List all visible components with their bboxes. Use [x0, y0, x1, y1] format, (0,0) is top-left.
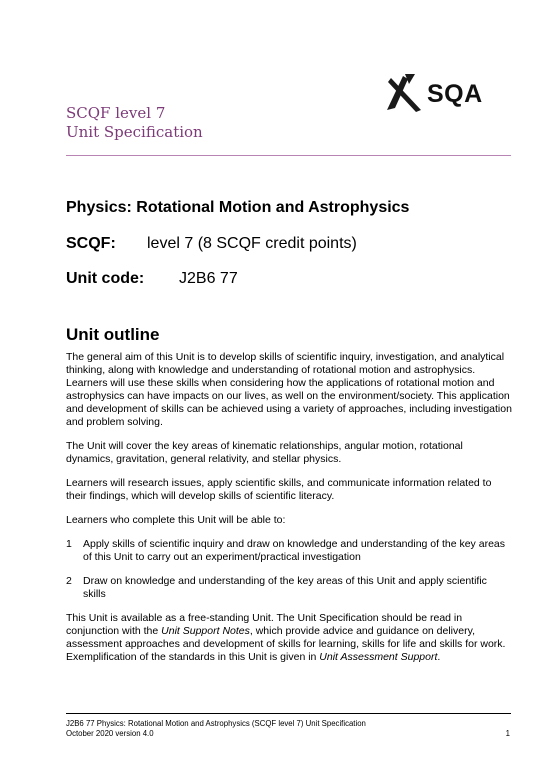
outline-paragraph-research: Learners will research issues, apply scientific skills, and communicate information related to their findings, which will develop skills of scientific literacy.	[66, 477, 492, 502]
sqa-x-logo-icon	[381, 70, 427, 116]
footer-version: October 2020 version 4.0	[66, 729, 154, 738]
spec-header-type: Unit Specification	[66, 123, 203, 141]
outcomes-list	[66, 538, 512, 601]
footer-version-row	[66, 729, 512, 739]
list-item-text: Draw on knowledge and understanding of the key areas of this Unit and apply scientific skills	[83, 575, 487, 600]
list-item	[66, 538, 512, 564]
outline-paragraph-aim: The general aim of this Unit is to develop skills of scientific inquiry, investigation, and analytical thinking, along with knowledge and understanding of rotational motion and astrophysics. Learners will use these skills when considering how the applications of rotational motion and astrophysics can have impacts on our lives, as well on the environment/society. This application and development of skills can be achieved using a variety of approaches, including investigation and problem solving.	[66, 351, 512, 428]
list-item-number: 1	[66, 538, 72, 550]
free-standing-text-2: , which provide advice and guidance on delivery, assessment approaches and development of skills for learning, skills for life and skills for work. Exemplification of the standards in this Unit is given in	[66, 625, 506, 663]
outline-paragraph-free-standing	[66, 612, 512, 664]
unit-outline-body	[66, 351, 512, 675]
footer-title: J2B6 77 Physics: Rotational Motion and Astrophysics (SCQF level 7) Unit Specification	[66, 719, 366, 728]
unit-code-label: Unit code:	[66, 270, 145, 287]
page-footer	[66, 719, 512, 739]
list-item-number: 2	[66, 575, 72, 587]
list-item	[66, 575, 512, 601]
outline-paragraph-outcomes-intro: Learners who complete this Unit will be able to:	[66, 514, 286, 526]
logo-text: SQA	[427, 80, 483, 108]
footer-divider	[66, 713, 511, 714]
spec-header	[66, 104, 203, 142]
scqf-row	[66, 235, 357, 253]
outline-paragraph-key-areas: The Unit will cover the key areas of kinematic relationships, angular motion, rotational dynamics, gravitation, general relativity, and stellar physics.	[66, 440, 463, 465]
unit-code-value: J2B6 77	[179, 270, 238, 287]
free-standing-text-1: This Unit is available as a free-standing Unit. The Unit Specification should be read in conjunction with the	[66, 612, 463, 637]
scqf-value: level 7 (8 SCQF credit points)	[147, 235, 357, 252]
spec-header-level: SCQF level 7	[66, 104, 166, 122]
sqa-logo	[381, 70, 491, 116]
page-number: 1	[505, 729, 510, 738]
unit-support-notes-ref: Unit Support Notes	[161, 625, 250, 637]
free-standing-text-3: .	[437, 651, 441, 663]
header-divider	[66, 155, 511, 156]
page-title: Physics: Rotational Motion and Astrophysics	[66, 199, 410, 216]
scqf-label: SCQF:	[66, 235, 116, 252]
unit-outline-heading: Unit outline	[66, 325, 160, 344]
unit-code-row	[66, 270, 238, 288]
unit-assessment-support-ref: Unit Assessment Support	[319, 651, 438, 663]
list-item-text: Apply skills of scientific inquiry and draw on knowledge and understanding of the key areas of this Unit to carry out an experiment/practical investigation	[83, 538, 505, 563]
